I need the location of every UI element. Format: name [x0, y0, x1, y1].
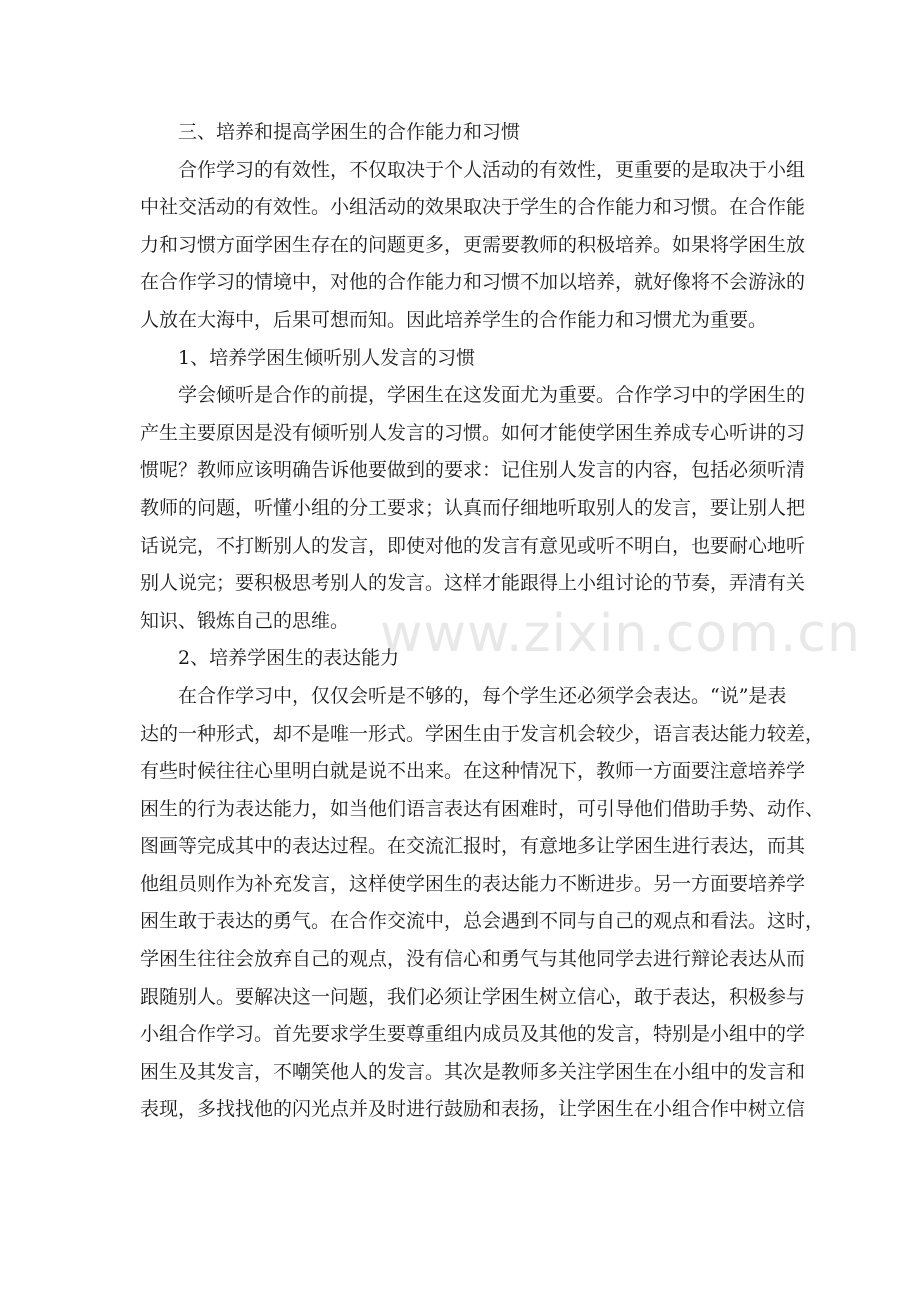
body-paragraph	[140, 152, 806, 340]
text-line: 在合作学习中，仅仅会听是不够的，每个学生还必须学会表达。“说”是表	[178, 684, 787, 707]
text-line: 三、培养和提高学困生的合作能力和习惯	[178, 121, 521, 143]
text-line: 话说完，不打断别人的发言，即使对他的发言有意见或听不明白，也要耐心地听	[140, 534, 806, 557]
text-line: 学会倾听是合作的前提，学困生在这发面尤为重要。合作学习中的学困生的	[178, 384, 806, 407]
document-page	[140, 114, 825, 1129]
text-line: 别人说完；要积极思考别人的发言。这样才能跟得上小组讨论的节奏，弄清有关	[140, 572, 806, 595]
section-heading	[140, 640, 782, 678]
text-line: 惯呢？教师应该明确告诉他要做到的要求：记住别人发言的内容，包括必须听清	[140, 459, 806, 482]
text-line: 他组员则作为补充发言，这样使学困生的表达能力不断进步。另一方面要培养学	[140, 872, 806, 895]
section-heading	[140, 340, 782, 378]
text-line: 产生主要原因是没有倾听别人发言的习惯。如何才能使学困生养成专心听讲的习	[140, 421, 806, 444]
text-line: 在合作学习的情境中，对他的合作能力和习惯不加以培养，就好像将不会游泳的	[140, 271, 806, 294]
text-line: 小组合作学习。首先要求学生要尊重组内成员及其他的发言，特别是小组中的学	[140, 1023, 806, 1046]
text-line: 表现，多找找他的闪光点并及时进行鼓励和表扬，让学困生在小组合作中树立信	[140, 1098, 806, 1121]
text-line: 图画等完成其中的表达过程。在交流汇报时，有意地多让学困生进行表达，而其	[140, 835, 806, 858]
text-line: 困生的行为表达能力，如当他们语言表达有困难时，可引导他们借助手势、动作、	[140, 797, 825, 820]
text-line: 1、培养学困生倾听别人发言的习惯	[178, 346, 476, 369]
text-line: 合作学习的有效性，不仅取决于个人活动的有效性，更重要的是取决于小组	[178, 158, 806, 181]
text-line: 知识、锻炼自己的思维。	[140, 609, 350, 632]
body-paragraph	[140, 377, 806, 640]
text-line: 达的一种形式，却不是唯一形式。学困生由于发言机会较少，语言表达能力较差，	[140, 722, 825, 745]
body-paragraph	[140, 678, 825, 1129]
text-line: 中社交活动的有效性。小组活动的效果取决于学生的合作能力和习惯。在合作能	[140, 196, 806, 219]
text-line: 有些时候往往心里明白就是说不出来。在这种情况下，教师一方面要注意培养学	[140, 760, 806, 783]
text-line: 学困生往往会放弃自己的观点，没有信心和勇气与其他同学去进行辩论表达从而	[140, 948, 806, 971]
section-heading	[140, 114, 782, 152]
text-line: 力和习惯方面学困生存在的问题更多，更需要教师的积极培养。如果将学困生放	[140, 233, 806, 256]
text-line: 困生及其发言，不嘲笑他人的发言。其次是教师多关注学困生在小组中的发言和	[140, 1060, 806, 1083]
text-line: 教师的问题，听懂小组的分工要求；认真而仔细地听取别人的发言，要让别人把	[140, 496, 806, 519]
text-line: 困生敢于表达的勇气。在合作交流中，总会遇到不同与自己的观点和看法。这时，	[140, 910, 825, 933]
watermark: www.zixin.com.cn	[380, 604, 861, 664]
text-line: 人放在大海中，后果可想而知。因此培养学生的合作能力和习惯尤为重要。	[140, 308, 768, 331]
text-line: 2、培养学困生的表达能力	[178, 647, 400, 670]
text-line: 跟随别人。要解决这一问题，我们必须让学困生树立信心，敢于表达，积极参与	[140, 985, 806, 1008]
